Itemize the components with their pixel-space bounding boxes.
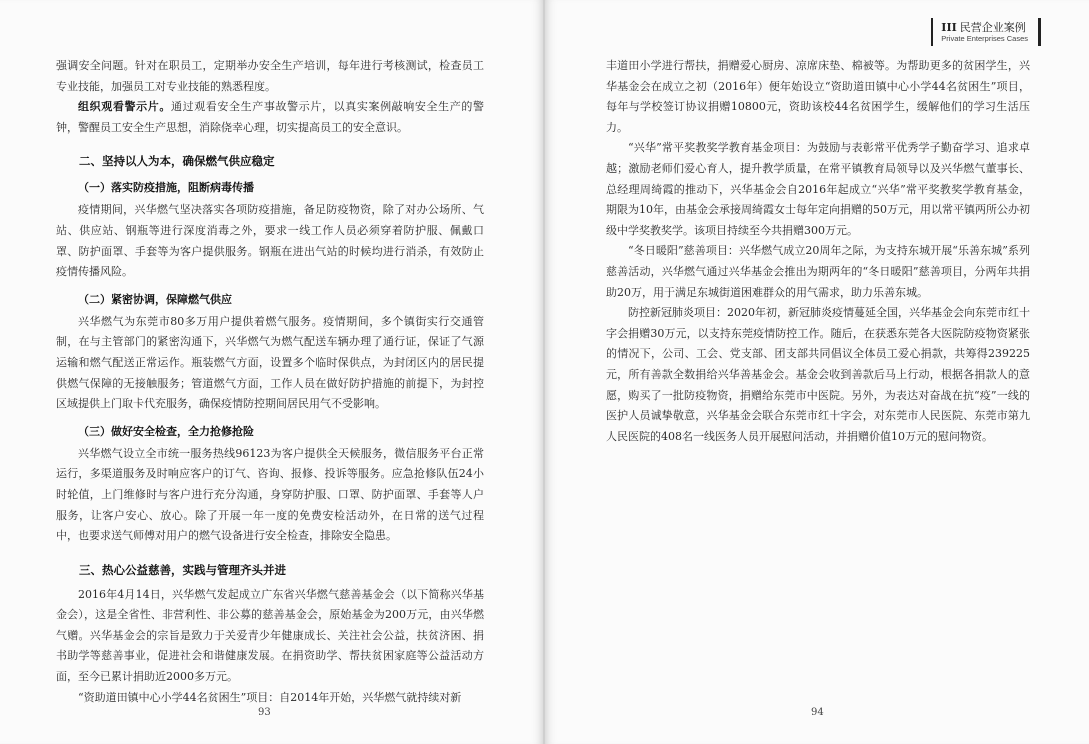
page-number: 93 (258, 707, 271, 718)
header-title (941, 21, 1028, 34)
running-header (931, 18, 1041, 46)
paragraph: “兴华”常平奖教奖学教育基金项目：为鼓励与表彰常平优秀学子勤奋学习、追求卓越；激励老师们爱心育人，提升教学质量，在常平镇教育局领导以及兴华燃气董事长、总经理周绮霞的推动下，兴华基金会自2016年起成立“兴华”常平奖教奖学教育基金，期限为10年，由基金会承接周绮霞女士每年定向捐赠的50万元，用以常平镇两所公办初级中学奖教奖学。该项目持续至今共捐赠300万元。 (606, 141, 1030, 237)
subsection-heading: （三）做好安全检查，全力抢修抢险 (78, 424, 254, 438)
header-subtitle: Private Enterprises Cases (941, 33, 1028, 43)
paragraph: 防控新冠肺炎项目：2020年初，新冠肺炎疫情蔓延全国，兴华基金会向东莞市红十字会捐赠30万元，以支持东莞疫情防控工作。随后，在获悉东莞各大医院防疫物资紧张的情况下，公司、工会、党支部、团支部共同倡议全体员工爱心捐款，共筹得239225元，所有善款全数捐给兴华善基金会。基金会收到善款后马上行动，根据各捐款人的意愿，购买了一批防疫物资，捐赠给东莞市中医院。另外，为表达对奋战在抗“疫”一线的医护人员诚挚敬意，兴华基金会联合东莞市红十字会，对东莞市人民医院、东莞市第九人民医院的408名一线医务人员开展慰问活动，并捐赠价值10万元的慰问物资。 (606, 306, 1030, 443)
paragraph: 2016年4月14日，兴华燃气发起成立广东省兴华燃气慈善基金会（以下简称兴华基金会），这是全省性、非营利性、非公募的慈善基金会，原始基金为200万元，由兴华燃气赠。兴华基金会的宗旨是致力于关爱青少年健康成长、关注社会公益，扶贫济困、捐书助学等慈善事业，促进社会和谐健康发展。在捐资助学、帮扶贫困家庭等公益活动方面，至今已累计捐助近2000多万元。 (56, 587, 484, 684)
page-number: 94 (811, 707, 824, 718)
paragraph: 丰道田小学进行帮扶，捐赠爱心厨房、凉席床垫、棉被等。为帮助更多的贫困学生，兴华基金会在成立之初（2016年）便年始设立“资助道田镇中心小学44名贫困生”项目，每年与学校签订协议捐赠10800元，资助该校44名贫困学生，缓解他们的学习生活压力。 (606, 59, 1030, 134)
paragraph-lead: 组织观看警示片。 (78, 100, 171, 114)
subsection-heading: （一）落实防疫措施，阻断病毒传播 (78, 181, 254, 195)
section-heading: 二、坚持以人为本，确保燃气供应稳定 (79, 154, 275, 169)
subsection-heading: （二）紧密协调，保障燃气供应 (78, 292, 232, 306)
paragraph: “资助道田镇中心小学44名贫困生”项目：自2014年开始，兴华燃气就持续对新 (78, 690, 462, 704)
paragraph: “冬日暖阳”慈善项目：兴华燃气成立20周年之际，为支持东城开展“乐善东城”系列慈善活动，兴华燃气通过兴华基金会推出为期两年的“冬日暖阳”慈善项目，分两年共捐助20万，用于满足东城街道困难群众的用气需求，助力乐善东城。 (606, 244, 1030, 299)
right-page (544, 0, 1089, 744)
book-gutter (543, 0, 545, 744)
right-text-column (606, 56, 1030, 447)
header-right-bracket (1038, 18, 1041, 46)
header-title-text: 民营企业案例 (959, 20, 1026, 34)
paragraph (56, 97, 484, 138)
paragraph-body: 通过观看安全生产事故警示片，以真实案例敲响安全生产的警钟，警醒员工安全生产思想，消除侥幸心理，切实提高员工的安全意识。 (56, 100, 485, 134)
header-left-bar (931, 18, 933, 46)
section-heading: 三、热心公益慈善，实践与管理齐头并进 (79, 562, 286, 577)
paragraph: 疫情期间，兴华燃气坚决落实各项防疫措施，备足防疫物资，除了对办公场所、气站、供应站、钢瓶等进行深度消毒之外，要求一线工作人员必须穿着防护服、佩戴口罩、防护面罩、手套等为客户提供服务。钢瓶在进出气站的时候均进行消杀，有效防止疫情传播风险。 (56, 203, 484, 279)
paragraph: 兴华燃气为东莞市80多万用户提供着燃气服务。疫情期间，多个镇街实行交通管制，在与主管部门的紧密沟通下，兴华燃气为燃气配送车辆办理了通行证，保证了气源运输和燃气配送正常运作。瓶装燃气方面，设置多个临时保供点，为封闭区内的居民提供燃气保障的无接触服务；管道燃气方面，工作人员在做好防护措施的前提下，为封控区域提供上门取卡代充服务，确保疫情防控期间居民用气不受影响。 (56, 314, 484, 411)
paragraph: 兴华燃气设立全市统一服务热线96123为客户提供全天候服务，微信服务平台正常运行，多渠道服务及时响应客户的订气、咨询、报修、投诉等服务。应急抢修队伍24小时轮值，上门维修时与客户进行充分沟通，身穿防护服、口罩、防护面罩、手套等人户服务，让客户安心、放心。除了开展一年一度的免费安检活动外，在日常的送气过程中，也要求送气师傅对用户的燃气设备进行安全检查，排除安全隐患。 (56, 446, 484, 543)
left-text-column (56, 56, 484, 708)
header-text (941, 18, 1028, 46)
paragraph: 强调安全问题。针对在职员工，定期举办安全生产培训，每年进行考核测试，检查员工专业技能，加强员工对专业技能的熟悉程度。 (56, 59, 484, 93)
left-page (0, 0, 544, 744)
header-logo-mark: III (941, 20, 957, 34)
